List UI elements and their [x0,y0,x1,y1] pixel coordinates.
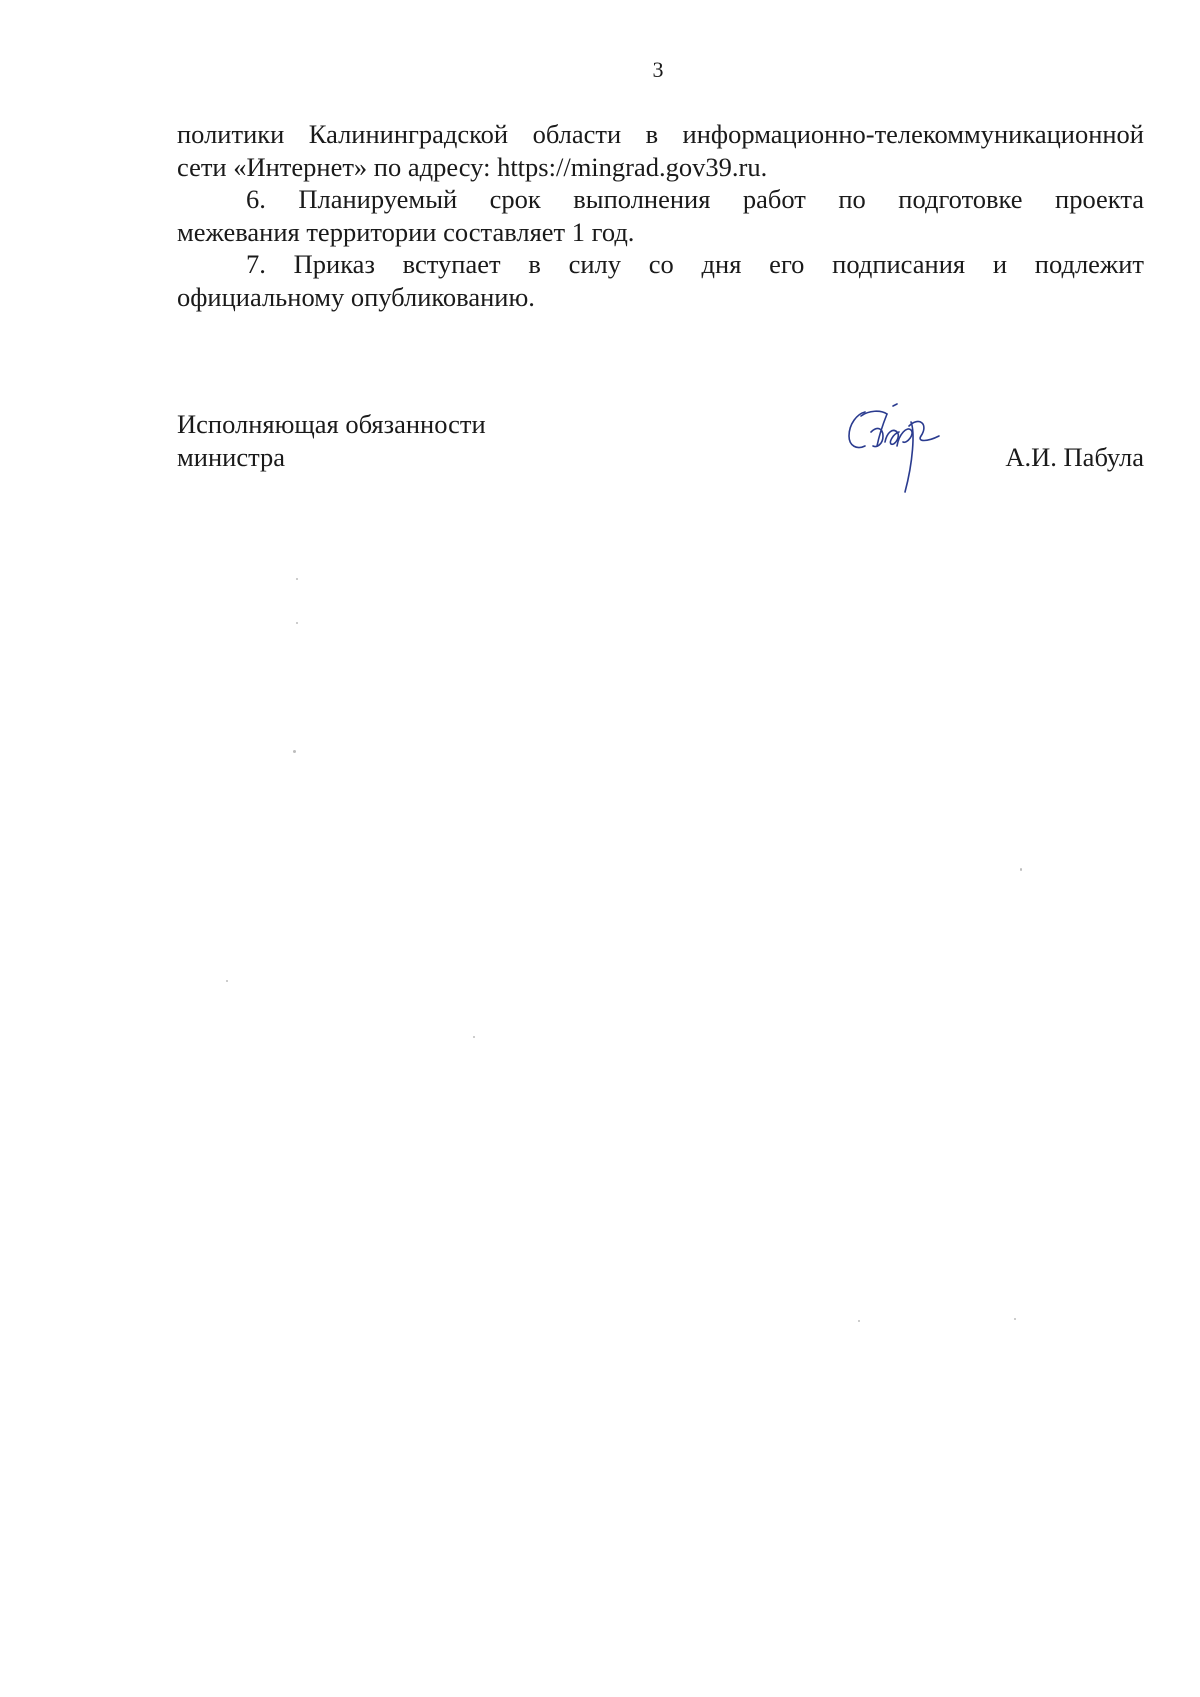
scan-speck [473,1036,475,1038]
signatory-title-line1: Исполняющая обязанности [177,409,486,439]
paragraph-5-continuation [177,118,1144,183]
text-line: официальному опубликованию. [177,281,535,312]
scan-speck [296,622,298,624]
text-line: 7. Приказ вступает в силу со дня его подписания и подлежит [246,249,1144,279]
text-line: сети «Интернет» по адресу: https://mingrad.gov39.ru. [177,151,768,182]
paragraph-7 [177,248,1144,313]
text-line: межевания территории составляет 1 год. [177,216,635,247]
scan-speck [1014,1318,1016,1320]
signatory-title-line2: министра [177,442,285,472]
text-line: 6. Планируемый срок выполнения работ по подготовке проекта [246,184,1144,214]
scan-speck [1020,868,1022,871]
signatory-name: А.И. Пабула [1005,442,1144,472]
document-body [177,118,1144,313]
scan-speck [293,750,296,753]
signature-block [177,408,1144,518]
scan-speck [296,578,298,580]
handwritten-signature [835,402,953,498]
text-line: политики Калининградской области в информационно-телекоммуникационной [177,119,1144,149]
scan-speck [226,980,228,982]
page-number-text: 3 [652,57,664,82]
page-number [0,56,1200,84]
paragraph-6 [177,183,1144,248]
scan-speck [858,1320,860,1322]
